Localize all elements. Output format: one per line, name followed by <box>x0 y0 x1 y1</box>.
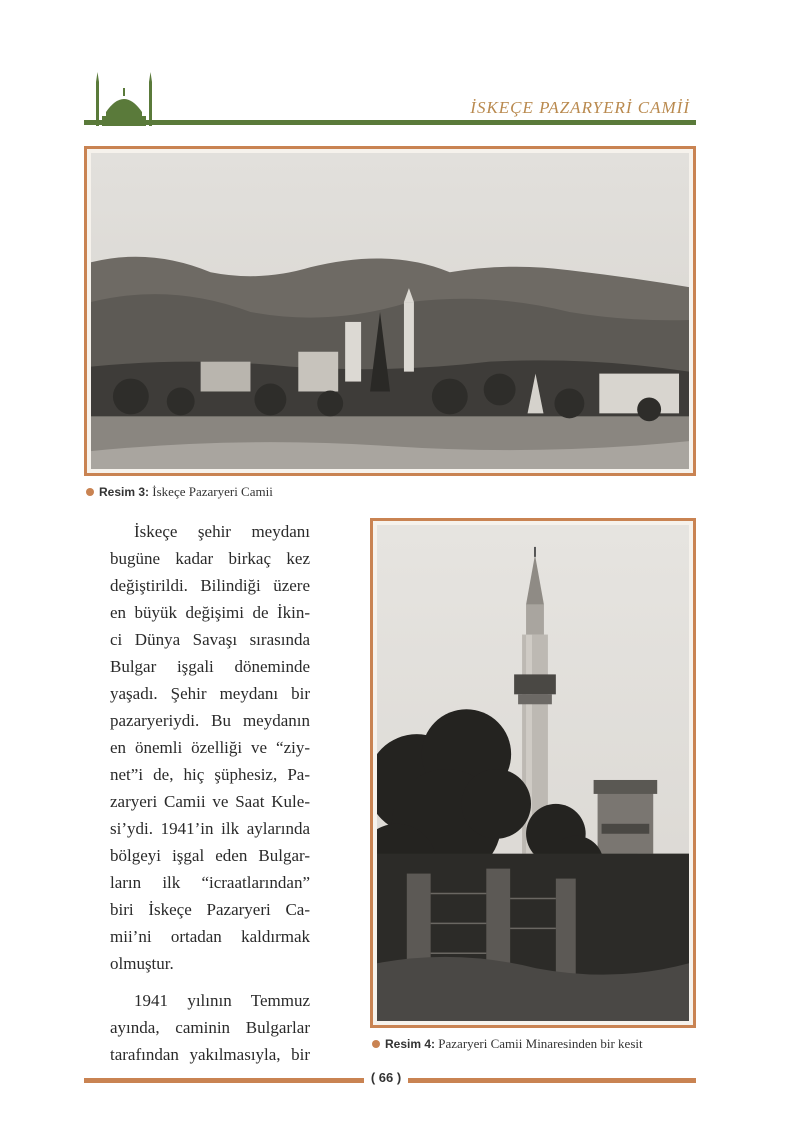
text-line: tarafından yakılmasıyla, bir <box>110 1045 310 1064</box>
text-line: İskeçe şehir meydanı <box>134 522 310 541</box>
text-line: mii’ni ortadan kaldırmak <box>110 927 310 946</box>
figure-3-photo <box>84 146 696 476</box>
figure-4-caption <box>372 1036 643 1052</box>
text-line: si’ydi. 1941’in ilk aylarında <box>110 819 310 838</box>
caption-label: Resim 3: <box>99 485 150 499</box>
text-line: bugüne kadar birkaç kez <box>110 549 310 568</box>
text-line: olmuştur. <box>110 954 174 973</box>
text-line: Bulgar işgali döneminde <box>110 657 310 676</box>
body-text <box>110 518 310 1068</box>
town-square-photo <box>91 153 689 469</box>
text-line: biri İskeçe Pazaryeri Ca- <box>110 900 310 919</box>
mosque-icon <box>90 72 158 126</box>
text-line: en büyük değişimi de İkin- <box>110 603 310 622</box>
page-number: ( 66 ) <box>370 1070 402 1085</box>
text-line: ci Dünya Savaşı sırasında <box>110 630 310 649</box>
running-title: İSKEÇE PAZARYERİ CAMİİ <box>470 98 690 117</box>
caption-bullet-icon <box>372 1040 380 1048</box>
text-line: en önemli özelliği ve “ziy- <box>110 738 310 757</box>
text-line: bölgeyi işgal eden Bulgar- <box>110 846 310 865</box>
figure-4-photo <box>370 518 696 1028</box>
minaret-photo <box>377 525 689 1021</box>
text-line: pazaryeriydi. Bu meydanın <box>110 711 310 730</box>
text-line: yaşadı. Şehir meydanı bir <box>110 684 310 703</box>
caption-text: İskeçe Pazaryeri Camii <box>152 484 273 499</box>
footer-rule-left <box>84 1078 364 1083</box>
text-line: ların ilk “icraatlarından” <box>110 873 310 892</box>
header-rule <box>84 120 696 125</box>
text-line: 1941 yılının Temmuz <box>134 991 310 1010</box>
text-line: ayında, caminin Bulgarlar <box>110 1018 310 1037</box>
footer-rule-right <box>408 1078 696 1083</box>
caption-text: Pazaryeri Camii Minaresinden bir kesit <box>438 1036 643 1051</box>
text-line: değiştirildi. Bilindiği üzere <box>110 576 310 595</box>
caption-bullet-icon <box>86 488 94 496</box>
caption-label: Resim 4: <box>385 1037 436 1051</box>
text-line: zaryeri Camii ve Saat Kule- <box>110 792 310 811</box>
figure-3-caption <box>86 484 273 500</box>
text-line: net”i de, hiç şüphesiz, Pa- <box>110 765 310 784</box>
page-header <box>84 68 696 128</box>
